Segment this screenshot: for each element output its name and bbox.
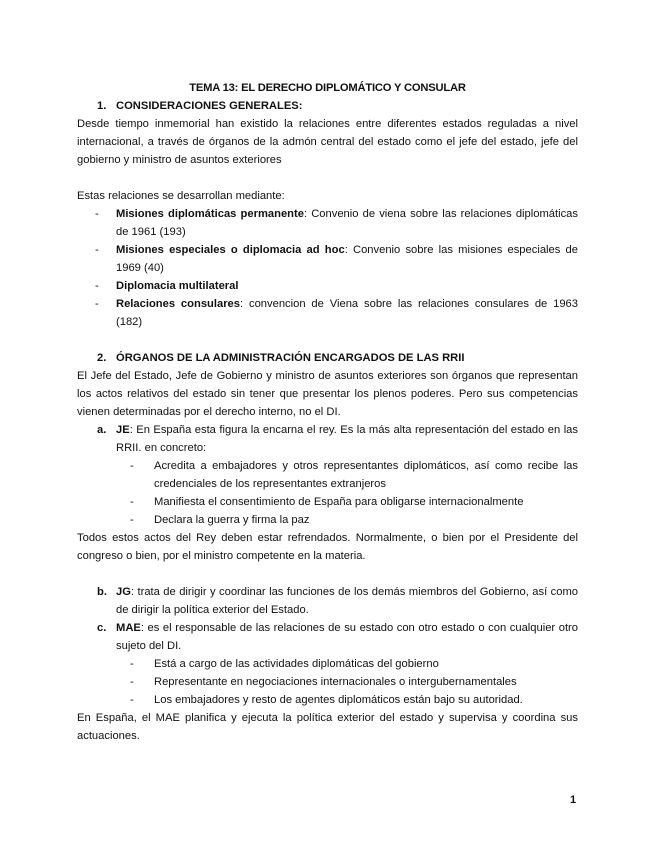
list-item — [77, 511, 578, 529]
subsection-b — [77, 583, 578, 619]
dash-bullet: - — [95, 208, 99, 220]
item-text: : Convenio sobre las misiones especiales de 1969 (40) — [116, 244, 578, 274]
document-title: TEMA 13: EL DERECHO DIPLOMÁTICO Y CONSULAR — [189, 82, 466, 94]
subsection-a-text: : En España esta figura la encarna el rey. Es la más alta representación del estado en las RRII. en concreto: — [116, 424, 578, 454]
subsection-b-marker: b. — [97, 586, 107, 598]
dash-bullet: - — [130, 694, 134, 706]
subsection-c-term: MAE — [116, 622, 141, 634]
section-1-intro: Desde tiempo inmemorial han existido la relaciones entre diferentes estados reguladas a nivel internacional, a través de órganos de la admón central del estado como el jefe del estado, jefe del gobierno y ministro de asuntos exteriores — [77, 118, 578, 166]
item-text: : Convenio de viena sobre las relaciones diplomáticas de 1961 (193) — [116, 208, 578, 238]
item-text: : convencion de Viena sobre las relaciones consulares de 1963 (182) — [116, 298, 579, 328]
subsection-c — [77, 619, 578, 655]
subsection-b-text: : trata de dirigir y coordinar las funciones de los demás miembros del Gobierno, así como de dirigir la política exterior del Estado. — [116, 586, 578, 616]
list-item — [77, 655, 578, 673]
section-1-heading — [77, 97, 578, 115]
item-text: Declara la guerra y firma la paz — [154, 514, 310, 526]
item-text: Acredita a embajadores y otros representantes diplomáticos, así como recibe las credenciales de los representantes extranjeros — [154, 460, 578, 490]
item-bold-term: Misiones especiales o diplomacia ad hoc — [116, 244, 345, 256]
item-text: Manifiesta el consentimiento de España para obligarse internacionalmente — [154, 496, 524, 508]
list-item — [77, 277, 578, 295]
item-bold-term: Relaciones consulares — [116, 298, 241, 310]
je-functions-list — [77, 457, 578, 529]
page-number: 1 — [570, 794, 577, 806]
section-2-intro: El Jefe del Estado, Jefe de Gobierno y ministro de asuntos exteriores son órganos que representan los actos relativos del estado sin tener que presentar los plenos poderes. Pero sus competencias vienen determinadas por el derecho interno, no el DI. — [77, 370, 578, 418]
list-item — [77, 295, 578, 331]
item-text: Los embajadores y resto de agentes diplomáticos están bajo su autoridad. — [154, 694, 523, 706]
section-1-heading-text: CONSIDERACIONES GENERALES: — [116, 100, 303, 112]
dash-bullet: - — [130, 514, 134, 526]
item-bold-term: Misiones diplomáticas permanente — [116, 208, 304, 220]
subsection-c-marker: c. — [97, 622, 107, 634]
subsection-a-marker: a. — [97, 424, 107, 436]
list-item — [77, 691, 578, 709]
item-bold-term: Diplomacia multilateral — [116, 280, 239, 292]
document-body — [77, 79, 578, 745]
section-2-closing: En España, el MAE planifica y ejecuta la política exterior del estado y supervisa y coordina sus actuaciones. — [77, 712, 578, 742]
list-item — [77, 241, 578, 277]
item-text: Está a cargo de las actividades diplomáticas del gobierno — [154, 658, 439, 670]
dash-bullet: - — [95, 280, 99, 292]
dash-bullet: - — [95, 244, 99, 256]
section-2-heading-text: ÓRGANOS DE LA ADMINISTRACIÓN ENCARGADOS DE LAS RRII — [116, 352, 465, 364]
section-2-number: 2. — [97, 352, 107, 364]
dash-bullet: - — [95, 298, 99, 310]
dash-bullet: - — [130, 460, 134, 472]
list-item — [77, 205, 578, 241]
list-item — [77, 457, 578, 493]
item-text: Representante en negociaciones internacionales o intergubernamentales — [154, 676, 517, 688]
subsection-a-note: Todos estos actos del Rey deben estar refrendados. Normalmente, o bien por el Presidente del congreso o bien, por el ministro competente en la materia. — [77, 532, 578, 562]
subsection-b-term: JG — [116, 586, 131, 598]
subsection-a-term: JE — [116, 424, 130, 436]
subsection-a — [77, 421, 578, 457]
mae-functions-list — [77, 655, 578, 709]
means-list — [77, 205, 578, 331]
section-1-number: 1. — [97, 100, 107, 112]
section-2-heading — [77, 349, 578, 367]
list-item — [77, 673, 578, 691]
subsection-c-text: : es el responsable de las relaciones de su estado con otro estado o con cualquier otro sujeto del DI. — [116, 622, 578, 652]
dash-bullet: - — [130, 658, 134, 670]
list-item — [77, 493, 578, 511]
dash-bullet: - — [130, 496, 134, 508]
dash-bullet: - — [130, 676, 134, 688]
section-1-lead: Estas relaciones se desarrollan mediante: — [77, 190, 285, 202]
